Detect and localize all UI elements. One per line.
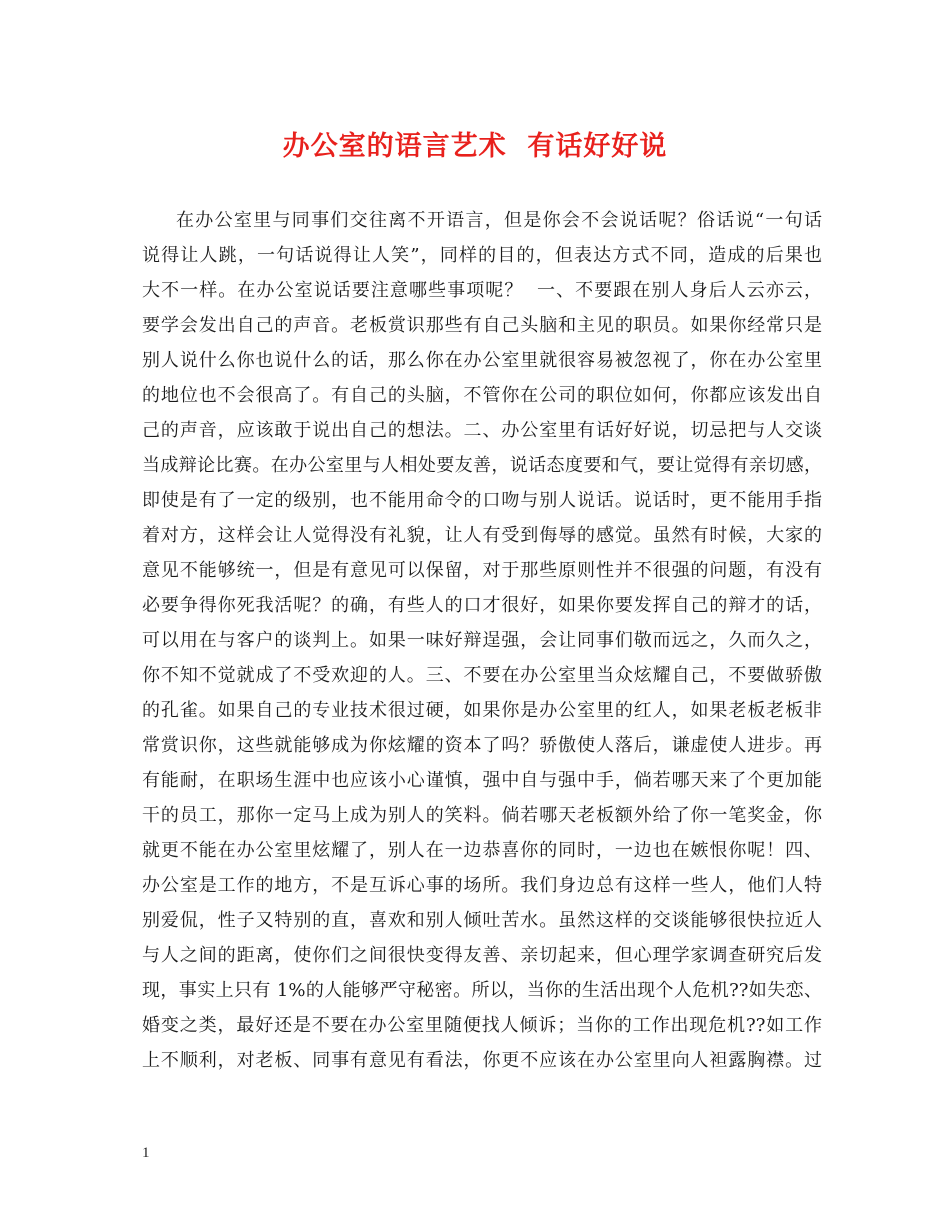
paragraph-line: 现，事实上只有 1%的人能够严守秘密。所以，当你的生活出现个人危机??如失恋、 <box>142 980 822 1001</box>
paragraph-line: 上不顺利，对老板、同事有意见有看法，你更不应该在办公室里向人袒露胸襟。过 <box>142 1050 822 1071</box>
paragraph-line: 说得让人跳，一句话说得让人笑”，同样的目的，但表达方式不同，造成的后果也 <box>142 245 822 266</box>
paragraph-line: 就更不能在办公室里炫耀了，别人在一边恭喜你的同时，一边也在嫉恨你呢！四、 <box>142 840 822 861</box>
paragraph-line: 的地位也不会很高了。有自己的头脑，不管你在公司的职位如何，你都应该发出自 <box>142 385 822 406</box>
paragraph-line: 当成辩论比赛。在办公室里与人相处要友善，说话态度要和气，要让觉得有亲切感， <box>142 455 822 476</box>
paragraph-line: 与人之间的距离，使你们之间很快变得友善、亲切起来，但心理学家调查研究后发 <box>142 945 822 966</box>
paragraph-line: 要学会发出自己的声音。老板赏识那些有自己头脑和主见的职员。如果你经常只是 <box>142 315 822 336</box>
paragraph-line: 着对方，这样会让人觉得没有礼貌，让人有受到侮辱的感觉。虽然有时候，大家的 <box>142 525 822 546</box>
paragraph-line: 即使是有了一定的级别，也不能用命令的口吻与别人说话。说话时，更不能用手指 <box>142 490 822 511</box>
paragraph-line: 婚变之类，最好还是不要在办公室里随便找人倾诉；当你的工作出现危机??如工作 <box>142 1015 822 1036</box>
paragraph-line: 己的声音，应该敢于说出自己的想法。二、办公室里有话好好说，切忌把与人交谈 <box>142 420 822 441</box>
paragraph-line: 意见不能够统一，但是有意见可以保留，对于那些原则性并不很强的问题，有没有 <box>142 560 822 581</box>
paragraph-line: 有能耐，在职场生涯中也应该小心谨慎，强中自与强中手，倘若哪天来了个更加能 <box>142 770 822 791</box>
paragraph-line: 办公室是工作的地方，不是互诉心事的场所。我们身边总有这样一些人，他们人特 <box>142 875 822 896</box>
document-title: 办公室的语言艺术 有话好好说 <box>282 131 668 162</box>
paragraph-line: 别人说什么你也说什么的话，那么你在办公室里就很容易被忽视了，你在办公室里 <box>142 350 822 371</box>
paragraph-line: 干的员工，那你一定马上成为别人的笑料。倘若哪天老板额外给了你一笔奖金，你 <box>142 805 822 826</box>
paragraph-line: 大不一样。在办公室说话要注意哪些事项呢？ 一、不要跟在别人身后人云亦云， <box>142 280 822 301</box>
paragraph-line: 在办公室里与同事们交往离不开语言，但是你会不会说话呢？俗话说“一句话 <box>176 210 822 231</box>
paragraph-line: 的孔雀。如果自己的专业技术很过硬，如果你是办公室里的红人，如果老板老板非 <box>142 700 822 721</box>
paragraph-line: 你不知不觉就成了不受欢迎的人。三、不要在办公室里当众炫耀自己，不要做骄傲 <box>142 665 822 686</box>
paragraph-line: 可以用在与客户的谈判上。如果一味好辩逞强，会让同事们敬而远之，久而久之， <box>142 630 822 651</box>
paragraph-line: 必要争得你死我活呢？的确，有些人的口才很好，如果你要发挥自己的辩才的话， <box>142 595 822 616</box>
paragraph-line: 别爱侃，性子又特别的直，喜欢和别人倾吐苦水。虽然这样的交谈能够很快拉近人 <box>142 910 822 931</box>
paragraph-line: 常赏识你，这些就能够成为你炫耀的资本了吗？骄傲使人落后，谦虚使人进步。再 <box>142 735 822 756</box>
page-number: 1 <box>142 1145 150 1161</box>
article-body <box>142 203 822 1078</box>
